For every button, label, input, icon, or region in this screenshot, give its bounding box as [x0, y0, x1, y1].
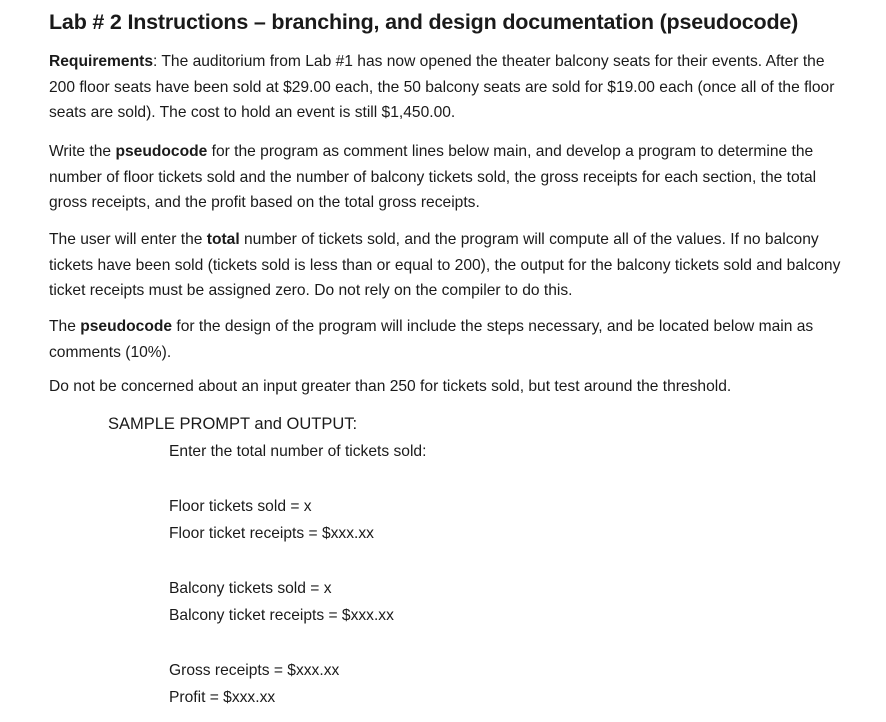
- requirements-text: : The auditorium from Lab #1 has now opened the theater balcony seats for their events. After the 200 floor seats have been sold at $29.00 each, the 50 balcony seats are sold for $19.00 each (once all of the floor seats are sold). The cost to hold an event is still $1,450.00.: [49, 53, 835, 121]
- profit-line: Profit = $xxx.xx: [169, 689, 276, 706]
- page-title: Lab # 2 Instructions – branching, and design documentation (pseudocode): [49, 10, 799, 34]
- design-paragraph-text: for the design of the program will include the steps necessary, and be located below main as comments (10%).: [49, 318, 814, 361]
- threshold-paragraph: Do not be concerned about an input greater than 250 for tickets sold, but test around the threshold.: [49, 378, 732, 395]
- pseudocode-bold: pseudocode: [115, 143, 208, 160]
- balcony-ticket-receipts-line: Balcony ticket receipts = $xxx.xx: [169, 607, 394, 624]
- user-input-paragraph-pre: The user will enter the: [49, 231, 207, 248]
- pseudocode-bold-2: pseudocode: [80, 318, 173, 335]
- requirements-label: Requirements: [49, 53, 153, 70]
- floor-ticket-receipts-line: Floor ticket receipts = $xxx.xx: [169, 525, 374, 542]
- design-paragraph: [49, 314, 849, 365]
- user-input-paragraph-text: number of tickets sold, and the program will compute all of the values. If no balcony tickets have been sold (tickets sold is less than or equal to 200), the output for the balcony tickets sold and balcony ticket receipts must be assigned zero. Do not rely on the compiler to do this.: [49, 231, 841, 299]
- pseudocode-paragraph-pre: Write the: [49, 143, 116, 160]
- total-bold: total: [206, 231, 240, 248]
- gross-receipts-line: Gross receipts = $xxx.xx: [169, 662, 340, 679]
- sample-heading: SAMPLE PROMPT and OUTPUT:: [108, 415, 358, 433]
- floor-tickets-sold-line: Floor tickets sold = x: [169, 498, 312, 515]
- requirements-paragraph: [49, 49, 849, 126]
- pseudocode-paragraph-text: for the program as comment lines below main, and develop a program to determine the number of floor tickets sold and the number of balcony tickets sold, the gross receipts for each section, the total gross receipts, and the profit based on the total gross receipts.: [49, 143, 817, 211]
- user-input-paragraph: [49, 227, 849, 304]
- pseudocode-paragraph: [49, 139, 849, 216]
- sample-prompt-line: Enter the total number of tickets sold:: [169, 443, 427, 460]
- design-paragraph-pre: The: [49, 318, 81, 335]
- balcony-tickets-sold-line: Balcony tickets sold = x: [169, 580, 332, 597]
